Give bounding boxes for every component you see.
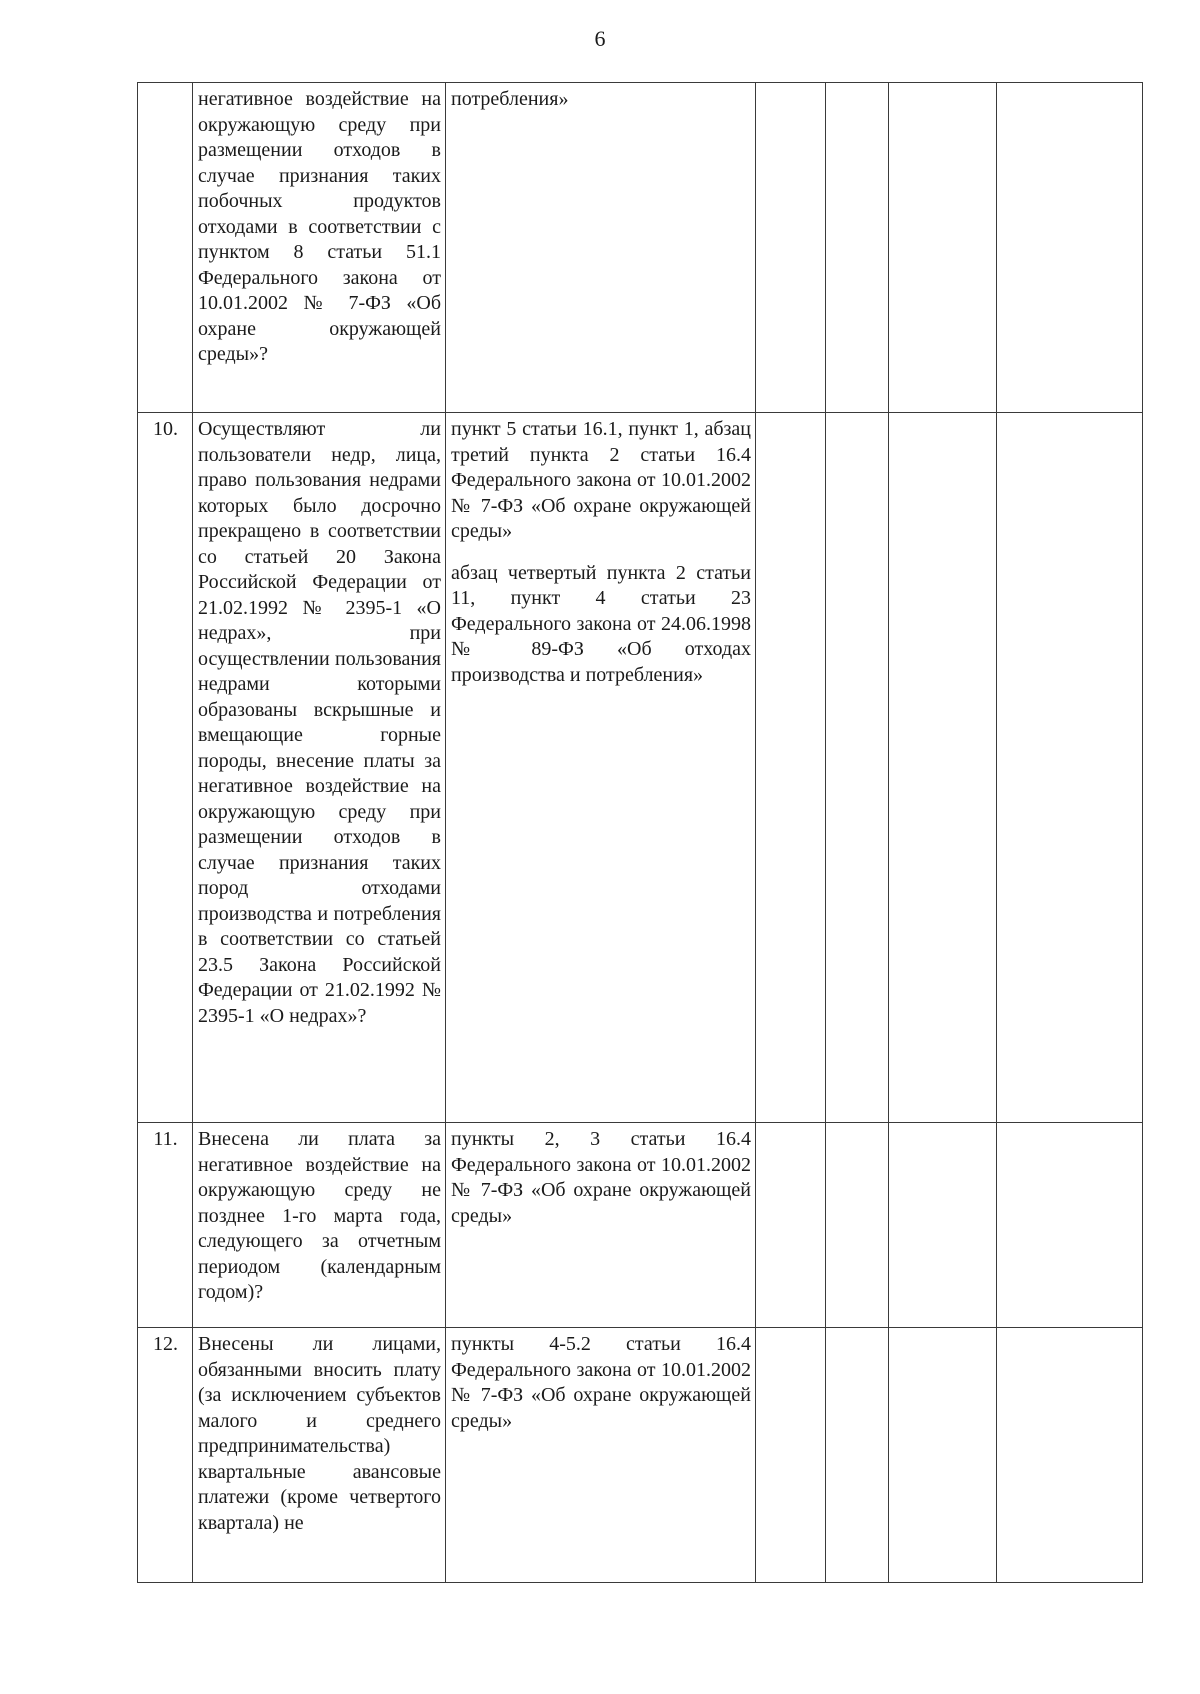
question-text: негативное воздействие на окружающую среду при размещении отходов в случае признания таких побочных продуктов отходами в соответствии с пунктом 8 статьи 51.1 Федерального закона от 10.01.2002 № 7-ФЗ «Об охране окружающей среды»? bbox=[198, 88, 441, 365]
empty-cell bbox=[826, 83, 889, 413]
empty-cell bbox=[756, 413, 826, 1123]
question-cell bbox=[193, 83, 446, 413]
question-text: Внесены ли лицами, обязанными вносить плату (за исключением субъектов малого и среднего предпринимательства) квартальные авансовые платежи (кроме четвертого квартала) не bbox=[198, 1333, 441, 1534]
table-row bbox=[138, 83, 1143, 413]
reference-cell bbox=[446, 83, 756, 413]
reference-cell bbox=[446, 1328, 756, 1583]
row-number: 11. bbox=[138, 1123, 193, 1328]
reference-text: абзац четвертый пункта 2 статьи 11, пункт 4 статьи 23 Федерального закона от 24.06.1998 № 89-ФЗ «Об отходах производства и потребления» bbox=[451, 561, 751, 686]
empty-cell bbox=[997, 413, 1143, 1123]
table-row bbox=[138, 1123, 1143, 1328]
table-row bbox=[138, 413, 1143, 1123]
reference-cell bbox=[446, 413, 756, 1123]
question-text: Внесена ли плата за негативное воздействие на окружающую среду не позднее 1-го марта года, следующего за отчетным периодом (календарным годом)? bbox=[198, 1128, 441, 1303]
reference-text: пункты 4-5.2 статьи 16.4 Федерального закона от 10.01.2002 № 7-ФЗ «Об охране окружающей среды» bbox=[451, 1333, 751, 1432]
table-row bbox=[138, 1328, 1143, 1583]
reference-text: пункт 5 статьи 16.1, пункт 1, абзац третий пункта 2 статьи 16.4 Федерального закона от 10.01.2002 № 7-ФЗ «Об охране окружающей среды» bbox=[451, 418, 751, 542]
empty-cell bbox=[997, 1123, 1143, 1328]
reference-cell bbox=[446, 1123, 756, 1328]
empty-cell bbox=[889, 413, 997, 1123]
question-cell bbox=[193, 1328, 446, 1583]
empty-cell bbox=[756, 1123, 826, 1328]
question-text: Осуществляют ли пользователи недр, лица, право пользования недрами которых было досрочно прекращено в соответствии со статьей 20 Закона Российской Федерации от 21.02.1992 № 2395-1 «О недрах», при осуществлении пользования недрами которыми образованы вскрышные и вмещающие горные породы, внесение платы за негативное воздействие на окружающую среду при размещении отходов в случае признания таких пород отходами производства и потребления в соответствии со статьей 23.5 Закона Российской Федерации от 21.02.1992 № 2395-1 «О недрах»? bbox=[198, 418, 441, 1027]
question-cell bbox=[193, 413, 446, 1123]
empty-cell bbox=[756, 1328, 826, 1583]
empty-cell bbox=[826, 1328, 889, 1583]
checklist-table bbox=[137, 82, 1143, 1583]
reference-text: потребления» bbox=[451, 88, 569, 110]
reference-text: пункты 2, 3 статьи 16.4 Федерального закона от 10.01.2002 № 7-ФЗ «Об охране окружающей среды» bbox=[451, 1128, 751, 1227]
page-number: 6 bbox=[594, 26, 606, 51]
empty-cell bbox=[826, 1123, 889, 1328]
empty-cell bbox=[997, 1328, 1143, 1583]
row-number bbox=[138, 83, 193, 413]
row-number: 12. bbox=[138, 1328, 193, 1583]
empty-cell bbox=[889, 1328, 997, 1583]
question-cell bbox=[193, 1123, 446, 1328]
empty-cell bbox=[889, 83, 997, 413]
empty-cell bbox=[756, 83, 826, 413]
empty-cell bbox=[997, 83, 1143, 413]
row-number: 10. bbox=[138, 413, 193, 1123]
empty-cell bbox=[826, 413, 889, 1123]
empty-cell bbox=[889, 1123, 997, 1328]
